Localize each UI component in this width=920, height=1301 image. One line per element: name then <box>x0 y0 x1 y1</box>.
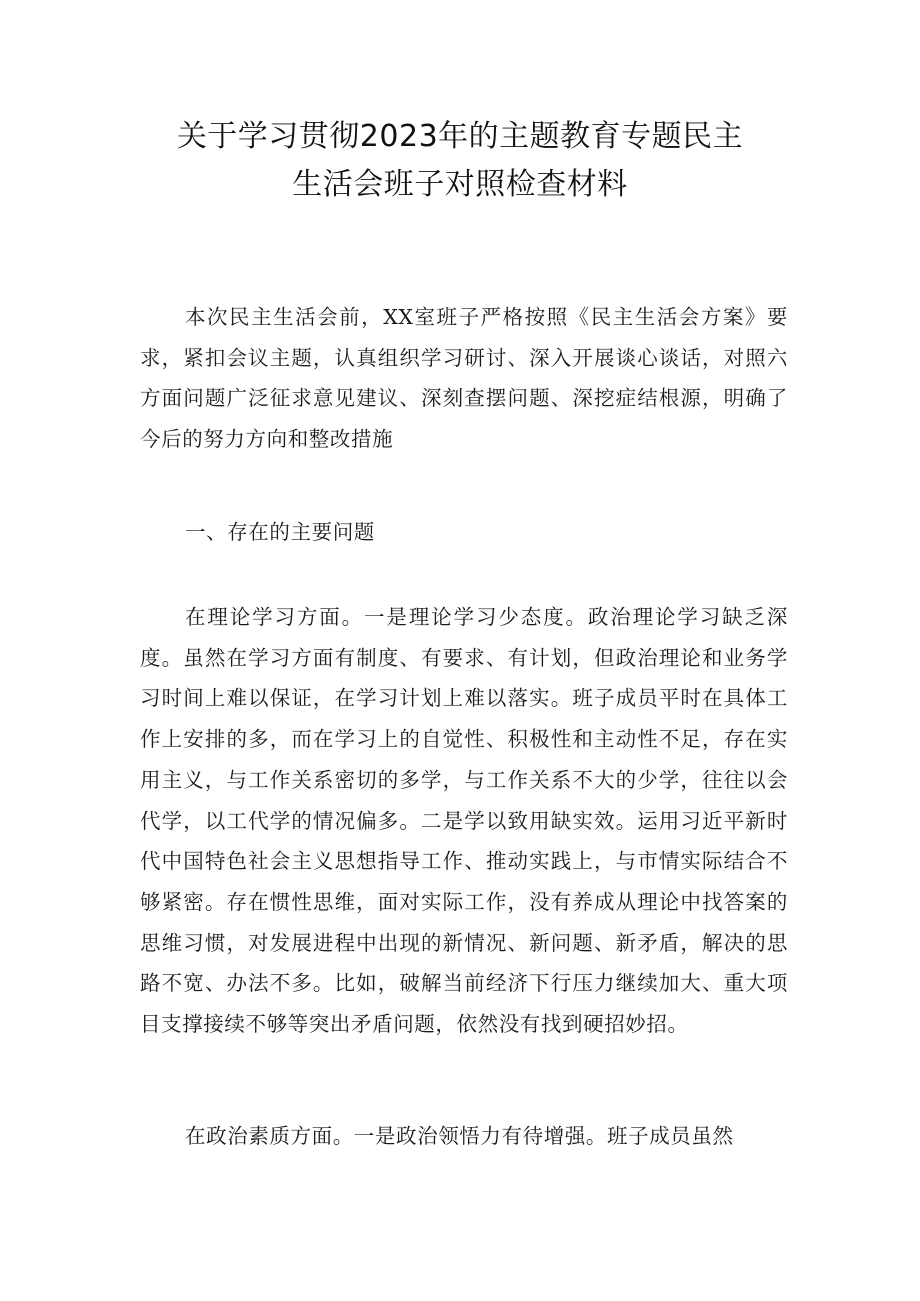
intro-paragraph: 本次民主生活会前，XX室班子严格按照《民主生活会方案》要求，紧扣会议主题，认真组织学习研讨、深入开展谈心谈话，对照六方面问题广泛征求意见建议、深刻查摆问题、深挖症结根源，明确了今后的努力方向和整改措施 <box>140 305 788 452</box>
section-heading: 一、存在的主要问题 <box>185 520 375 544</box>
document-title-line-2: 生活会班子对照检查材料 <box>292 167 628 202</box>
document-title-line-1: 关于学习贯彻2023年的主题教育专题民主 <box>176 119 744 154</box>
political-quality-paragraph: 在政治素质方面。一是政治领悟力有待增强。班子成员虽然 <box>185 1124 734 1148</box>
theory-study-paragraph: 在理论学习方面。一是理论学习少态度。政治理论学习缺乏深度。虽然在学习方面有制度、有要求、有计划，但政治理论和业务学习时间上难以保证，在学习计划上难以落实。班子成员平时在具体工作上安排的多，而在学习上的自觉性、积极性和主动性不足，存在实用主义，与工作关系密切的多学，与工作关系不大的少学，往往以会代学，以工代学的情况偏多。二是学以致用缺实效。运用习近平新时代中国特色社会主义思想指导工作、推动实践上，与市情实际结合不够紧密。存在惯性思维，面对实际工作，没有养成从理论中找答案的思维习惯，对发展进程中出现的新情况、新问题、新矛盾，解决的思路不宽、办法不多。比如，破解当前经济下行压力继续加大、重大项目支撑接续不够等突出矛盾问题，依然没有找到硬招妙招。 <box>140 605 788 1037</box>
